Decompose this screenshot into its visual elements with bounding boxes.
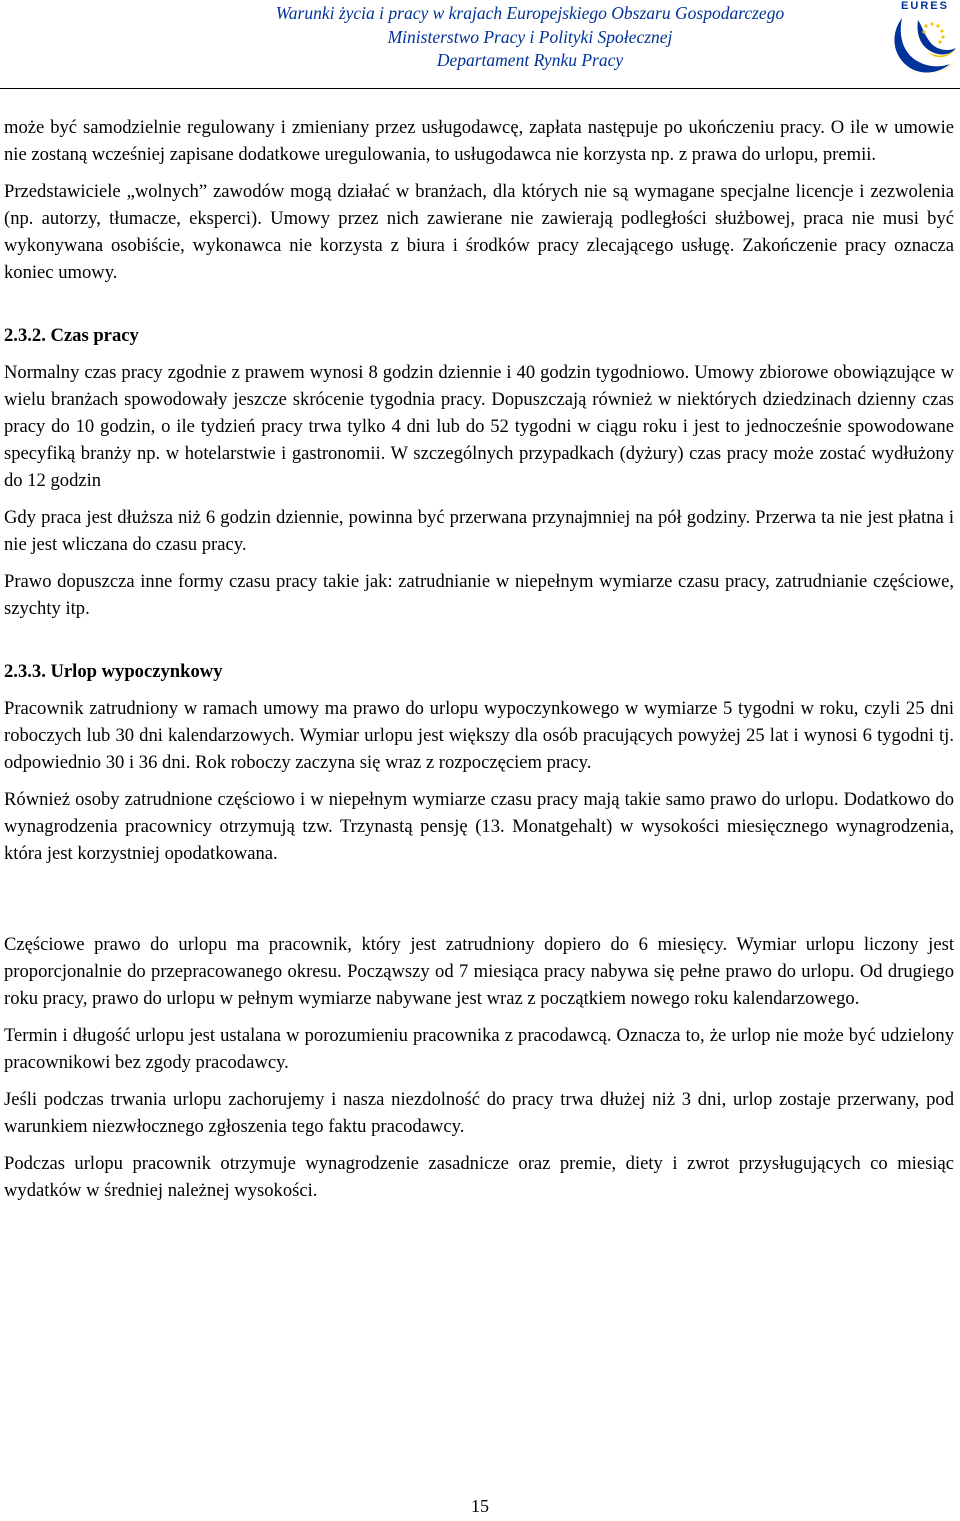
paragraph: Prawo dopuszcza inne formy czasu pracy takie jak: zatrudnianie w niepełnym wymiarze czasu pracy, zatrudnianie częściowe, szychty itp. (4, 571, 954, 619)
section-heading-working-time: 2.3.2. Czas pracy (4, 325, 139, 346)
eures-emblem-icon (888, 12, 958, 78)
paragraph: Gdy praca jest dłuższa niż 6 godzin dziennie, powinna być przerwana przynajmniej na pół godziny. Przerwa ta nie jest płatna i nie jest wliczana do czasu pracy. (4, 507, 954, 555)
paragraph: Podczas urlopu pracownik otrzymuje wynagrodzenie zasadnicze oraz premie, diety i zwrot przysługujących co miesiąc wydatków w średniej należnej wysokości. (4, 1153, 954, 1201)
eures-logo-text: EURES (901, 0, 949, 12)
paragraph: Termin i długość urlopu jest ustalana w porozumieniu pracownika z pracodawcą. Oznacza to, że urlop nie może być udzielony pracownikowi bez zgody pracodawcy. (4, 1025, 954, 1073)
header-line-department: Departament Rynku Pracy (436, 50, 624, 70)
paragraph: Normalny czas pracy zgodnie z prawem wynosi 8 godzin dziennie i 40 godzin tygodniowo. Umowy zbiorowe obowiązujące w wielu branżach spowodowały jeszcze skrócenie tygodnia pracy. Dopuszczają również w niektórych dziedzinach dzienny czas pracy do 10 godzin, o ile tydzień pracy trwa tylko 4 dni lub do 52 tygodni w ciągu roku i jest to jednocześnie spowodowane specyfiką branży np. w hotelarstwie i gastronomii. W szczególnych przypadkach (dyżury) czas pracy może zostać wydłużony do 12 godzin (4, 362, 954, 491)
document-body (4, 114, 954, 1204)
paragraph: Jeśli podczas trwania urlopu zachorujemy i nasza niezdolność do pracy trwa dłużej niż 3 dni, urlop zostaje przerwany, pod warunkiem niezwłocznego zgłoszenia tego faktu pracodawcy. (4, 1089, 954, 1137)
header-divider (0, 88, 960, 89)
paragraph: Częściowe prawo do urlopu ma pracownik, który jest zatrudniony dopiero do 6 miesięcy. Wymiar urlopu liczony jest proporcjonalnie do przepracowanego okresu. Począwszy od 7 miesiąca pracy nabywa się pełne prawo do urlopu. Od drugiego roku pracy, prawo do urlopu w pełnym wymiarze nabywane jest wraz z początkiem nowego roku kalendarzowego. (4, 934, 954, 1009)
paragraph: Przedstawiciele „wolnych” zawodów mogą działać w branżach, dla których nie są wymagane specjalne licencje i zezwolenia (np. autorzy, tłumacze, eksperci). Umowy przez nich zawierane nie zawierają podległości służbowej, praca nie musi być wykonywana osobiście, wykonawca nie korzysta z biura i środków pracy zlecającego usługę. Zakończenie pracy oznacza koniec umowy. (4, 181, 954, 283)
eures-logo (888, 0, 958, 78)
header-text (150, 2, 910, 73)
paragraph: może być samodzielnie regulowany i zmieniany przez usługodawcę, zapłata następuje po ukończeniu pracy. O ile w umowie nie zostaną wcześniej zapisane dodatkowe uregulowania, to usługodawca nie korzysta np. z prawa do urlopu, premii. (4, 117, 954, 165)
paragraph: Również osoby zatrudnione częściowo i w niepełnym wymiarze czasu pracy mają takie samo prawo do urlopu. Dodatkowo do wynagrodzenia pracownicy otrzymują tzw. Trzynastą pensję (13. Monatgehalt) w wysokości miesięcznego wynagrodzenia, która jest korzystniej opodatkowana. (4, 789, 954, 864)
header-line-ministry: Ministerstwo Pracy i Polityki Społecznej (387, 26, 673, 47)
header-line-title: Warunki życia i pracy w krajach Europejskiego Obszaru Gospodarczego (275, 3, 785, 23)
page-number: 15 (471, 1496, 489, 1516)
paragraph: Pracownik zatrudniony w ramach umowy ma prawo do urlopu wypoczynkowego w wymiarze 5 tygodni w roku, czyli 25 dni roboczych lub 30 dni kalendarzowych. Wymiar urlopu jest większy dla osób pracujących powyżej 25 lat i wynosi 6 tygodni tj. odpowiednio 30 i 36 dni. Rok roboczy zaczyna się wraz z rozpoczęciem pracy. (4, 698, 954, 773)
section-heading-vacation: 2.3.3. Urlop wypoczynkowy (4, 661, 223, 682)
page-header (0, 0, 960, 80)
